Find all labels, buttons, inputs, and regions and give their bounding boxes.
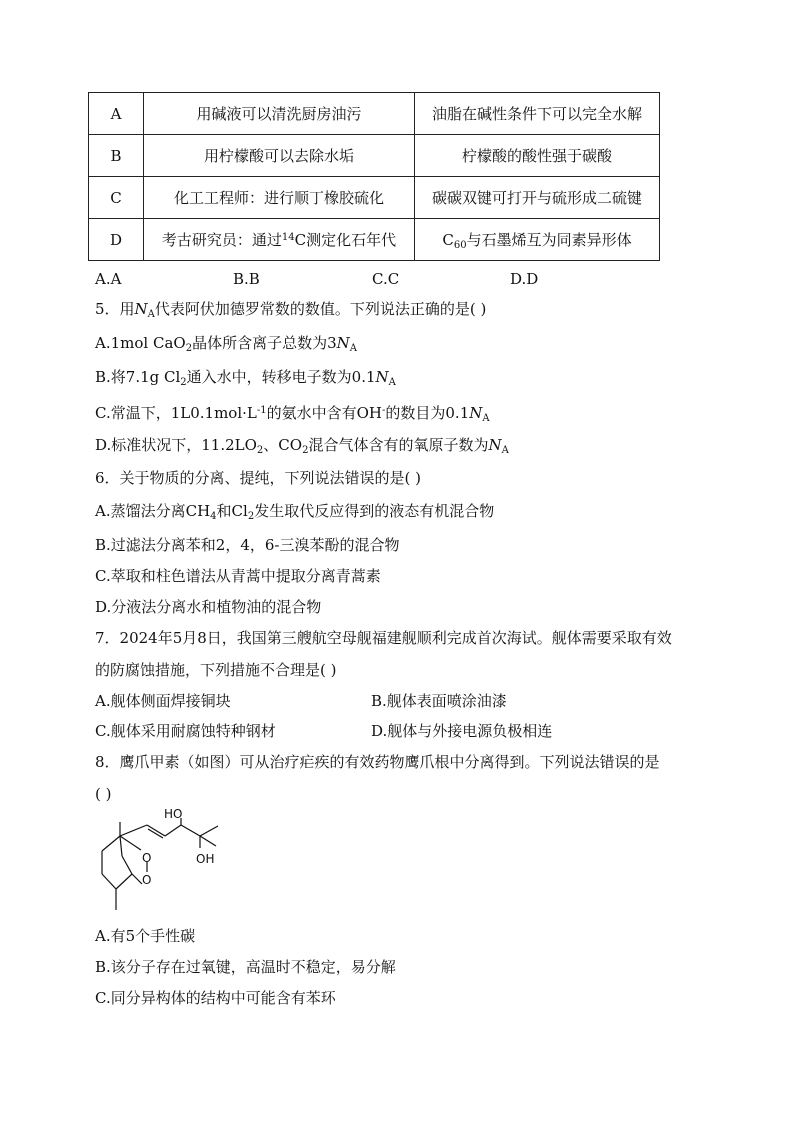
q6-option-a: A.蒸馏法分离$CH_4$和$Cl_2$发生取代反应得到的液态有机混合物	[95, 502, 495, 522]
table-row	[89, 93, 660, 135]
formula-subscript: 60	[453, 239, 467, 251]
q5-option-c: C.常温下，$1L0.1mol\cdot L^{-1}$的氨水中含有OH-的数目为$0.1N_A$	[95, 404, 490, 424]
row-knowledge: 碳碳双键可打开与硫形成二硫键	[415, 177, 660, 219]
q4-option-b: B.B	[233, 270, 260, 288]
q8-stem-line2: ( )	[95, 785, 112, 803]
q6-stem: 6．关于物质的分离、提纯，下列说法错误的是( )	[95, 469, 422, 487]
q8-option-c: C.同分异构体的结构中可能含有苯环	[95, 989, 336, 1007]
q5-option-a: A.1mol CaO$_2$晶体所含离子总数为$3N_A$	[95, 334, 357, 354]
knowledge-text: 与石墨烯互为同素异形体	[466, 230, 632, 249]
q5-option-b: B.将7.1g $Cl_2$通入水中，转移电子数为$0.1N_A$	[95, 368, 396, 388]
q4-option-a: A.A	[95, 270, 122, 288]
q6-option-d: D.分液法分离水和植物油的混合物	[95, 598, 322, 616]
hydroxyl-label-right: OH	[196, 852, 215, 866]
q7-option-d: D.舰体与外接电源负极相连	[371, 722, 553, 740]
q7-option-a: A.舰体侧面焊接铜块	[95, 692, 231, 710]
q6-option-c: C.萃取和柱色谱法从青蒿中提取分离青蒿素	[95, 567, 381, 585]
oxygen-label-2: O	[142, 873, 152, 887]
row-letter: A	[89, 93, 144, 135]
q7-stem-line1: 7．2024年5月8日，我国第三艘航空母舰福建舰顺利完成首次海试。舰体需要采取有效	[95, 629, 672, 647]
q4-option-d: D.D	[510, 270, 539, 288]
q6-option-b: B.过滤法分离苯和2，4，6-三溴苯酚的混合物	[95, 536, 400, 554]
q4-option-c: C.C	[372, 270, 400, 288]
row-activity	[144, 219, 415, 261]
knowledge-text: C	[442, 230, 454, 249]
q8-stem-line1: 8．鹰爪甲素（如图）可从治疗疟疾的有效药物鹰爪根中分离得到。下列说法错误的是	[95, 753, 660, 771]
q5-stem: 5．用$N_A$代表阿伏加德罗常数的数值。下列说法正确的是( )	[95, 300, 487, 320]
hydroxyl-label-top: HO	[164, 807, 183, 821]
row-letter: C	[89, 177, 144, 219]
row-letter: D	[89, 219, 144, 261]
row-activity: 用柠檬酸可以去除水垢	[144, 135, 415, 177]
row-knowledge: 柠檬酸的酸性强于碳酸	[415, 135, 660, 177]
oxygen-label-1: O	[142, 851, 152, 865]
row-letter: B	[89, 135, 144, 177]
options-table	[88, 92, 660, 261]
q7-stem-line2: 的防腐蚀措施，下列措施不合理是( )	[95, 661, 337, 679]
q7-option-c: C.舰体采用耐腐蚀特种钢材	[95, 722, 276, 740]
row-knowledge: 油脂在碱性条件下可以完全水解	[415, 93, 660, 135]
q5-option-d: D.标准状况下，$11.2LO_2$、$CO_2$混合气体含有的氧原子数为$N_A$	[95, 436, 509, 456]
molecule-structure-diagram	[92, 806, 232, 918]
table-row	[89, 177, 660, 219]
row-activity: 用碱液可以清洗厨房油污	[144, 93, 415, 135]
row-activity: 化工工程师：进行顺丁橡胶硫化	[144, 177, 415, 219]
table-row	[89, 135, 660, 177]
q7-option-b: B.舰体表面喷涂油漆	[371, 692, 507, 710]
row-knowledge	[415, 219, 660, 261]
table-row	[89, 219, 660, 261]
q8-option-b: B.该分子存在过氧键，高温时不稳定，易分解	[95, 958, 396, 976]
activity-text: 考古研究员：通过	[161, 231, 282, 249]
isotope-superscript: 14	[281, 232, 295, 243]
activity-text: C测定化石年代	[294, 231, 397, 249]
q8-option-a: A.有5个手性碳	[95, 927, 196, 945]
